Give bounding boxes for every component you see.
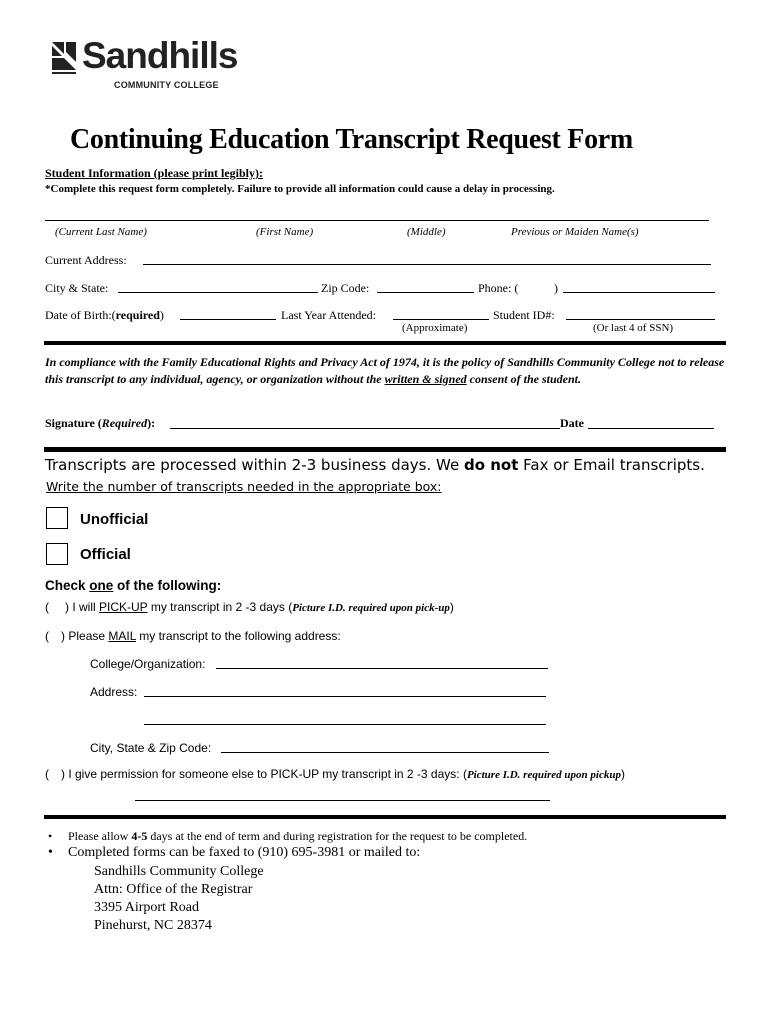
zip-code-field[interactable] [377, 292, 474, 293]
logo-subtitle: COMMUNITY COLLEGE [114, 80, 219, 90]
pickup-note-close: ) [449, 600, 454, 614]
bullet-fax-mail [48, 845, 420, 861]
previous-name-label: Previous or Maiden Name(s) [511, 226, 639, 238]
ferpa-notice-underlined: written & signed [384, 371, 467, 386]
full-name-line[interactable] [45, 220, 709, 221]
permission-note-close: ) [620, 767, 625, 781]
first-name-label: (First Name) [256, 226, 314, 238]
processing-end: Fax or Email transcripts. [518, 456, 705, 474]
write-number-instruction: Write the number of transcripts needed in the appropriate box: [46, 479, 442, 494]
unofficial-label: Unofficial [80, 511, 149, 528]
mail-address-field-2[interactable] [144, 724, 546, 725]
approximate-label: (Approximate) [402, 322, 468, 334]
zip-code-label: Zip Code: [321, 281, 370, 295]
page-title: Continuing Education Transcript Request Form [70, 124, 633, 155]
signature-field[interactable] [170, 428, 560, 429]
logo-name: Sandhills [82, 35, 238, 76]
mailing-address-line3: 3395 Airport Road [94, 900, 199, 915]
designee-name-field[interactable] [135, 800, 550, 801]
complete-note: *Complete this request form completely. Failure to provide all information could cause a delay in processing. [45, 183, 555, 195]
city-state-zip-label: City, State & Zip Code: [90, 741, 212, 755]
phone-close-paren: ) [554, 281, 558, 295]
college-organization-label: College/Organization: [90, 657, 206, 671]
ssn-note: (Or last 4 of SSN) [593, 322, 674, 334]
phone-label: Phone: ( [478, 281, 519, 295]
last-year-attended-field[interactable] [393, 319, 489, 320]
bullet1-end: days at the end of term and during registration for the request to be completed. [147, 829, 528, 843]
pickup-text: I will [72, 600, 100, 614]
bullet-dot-icon: • [48, 829, 53, 843]
section-divider [44, 815, 726, 819]
ferpa-notice [45, 354, 730, 387]
date-label: Date [560, 416, 584, 430]
pickup-end: my transcript in 2 -3 days ( [147, 600, 293, 614]
pickup-underlined: PICK-UP [99, 600, 148, 614]
permission-text: I give permission for someone else to PICK-UP my transcript in 2 -3 days: ( [68, 767, 467, 781]
section-divider [44, 447, 726, 452]
last-year-attended-label: Last Year Attended: [281, 308, 376, 322]
permission-close-paren: ) [61, 767, 65, 781]
student-id-label: Student ID#: [493, 308, 555, 322]
pickup-option[interactable] [45, 600, 454, 614]
mailing-address-line2: Attn: Office of the Registrar [94, 882, 253, 897]
pickup-open-paren: ( [45, 600, 49, 614]
ferpa-notice-end: consent of the student. [466, 371, 581, 386]
pickup-note: Picture I.D. required upon pick-up [292, 602, 450, 614]
check-one-text: Check [45, 578, 90, 593]
section-divider [44, 341, 726, 345]
current-address-field[interactable] [143, 264, 711, 265]
bullet1-bold: 4-5 [131, 829, 148, 843]
processing-text: Transcripts are processed within 2-3 business days. We [45, 456, 464, 474]
permission-option[interactable] [45, 767, 625, 781]
current-address-label: Current Address: [45, 253, 127, 267]
mail-open-paren: ( [45, 629, 49, 643]
dob-label-text: Date of Birth:( [45, 308, 116, 322]
permission-note: Picture I.D. required upon pickup [466, 769, 621, 781]
dob-required: required [115, 308, 160, 322]
bullet-processing-time [48, 829, 527, 844]
date-of-birth-field[interactable] [180, 319, 276, 320]
mail-end: my transcript to the following address: [135, 629, 341, 643]
official-checkbox[interactable] [46, 543, 68, 565]
sandhills-logo-mark-icon [50, 40, 78, 76]
check-one-heading [45, 578, 221, 593]
unofficial-checkbox[interactable] [46, 507, 68, 529]
official-label: Official [80, 546, 131, 563]
signature-close: ): [147, 416, 156, 430]
last-name-label: (Current Last Name) [55, 226, 147, 238]
mail-underlined: MAIL [108, 629, 136, 643]
mailing-address-line4: Pinehurst, NC 28374 [94, 918, 212, 933]
dob-close: ) [159, 308, 164, 322]
processing-bold: do not [463, 456, 519, 474]
college-organization-field[interactable] [216, 668, 548, 669]
phone-field[interactable] [563, 292, 715, 293]
permission-open-paren: ( [45, 767, 49, 781]
check-one-underlined: one [89, 578, 114, 593]
city-state-zip-field[interactable] [221, 752, 549, 753]
check-one-end: of the following: [113, 578, 222, 593]
signature-required: Required [101, 416, 148, 430]
ferpa-notice-text: In compliance with the Family Educational Rights and Privacy Act of 1974, it is the policy of Sandhills Community College not to release this transcript to any individual, agency, or organization without the [45, 355, 725, 386]
mail-address-field[interactable] [144, 696, 546, 697]
signature-label-text: Signature ( [45, 416, 102, 430]
mail-option[interactable] [45, 629, 341, 643]
middle-name-label: (Middle) [407, 226, 446, 238]
city-state-field[interactable] [118, 292, 318, 293]
processing-notice [45, 456, 705, 474]
bullet-dot-icon: • [48, 845, 53, 860]
mail-close-paren: ) [61, 629, 65, 643]
student-id-field[interactable] [566, 319, 715, 320]
city-state-label: City & State: [45, 281, 109, 295]
date-field[interactable] [588, 428, 714, 429]
bullet1-text: Please allow [68, 829, 132, 843]
bullet2-text: Completed forms can be faxed to (910) 695-3981 or mailed to: [68, 845, 421, 860]
mailing-address-line1: Sandhills Community College [94, 864, 264, 879]
date-of-birth-label [45, 308, 164, 323]
mailing-address-block [94, 863, 264, 935]
mail-address-label: Address: [90, 685, 138, 699]
signature-label [45, 416, 155, 431]
pickup-close-paren: ) [65, 600, 69, 614]
mail-text: Please [68, 629, 109, 643]
student-info-heading: Student Information (please print legibly): [45, 166, 264, 180]
